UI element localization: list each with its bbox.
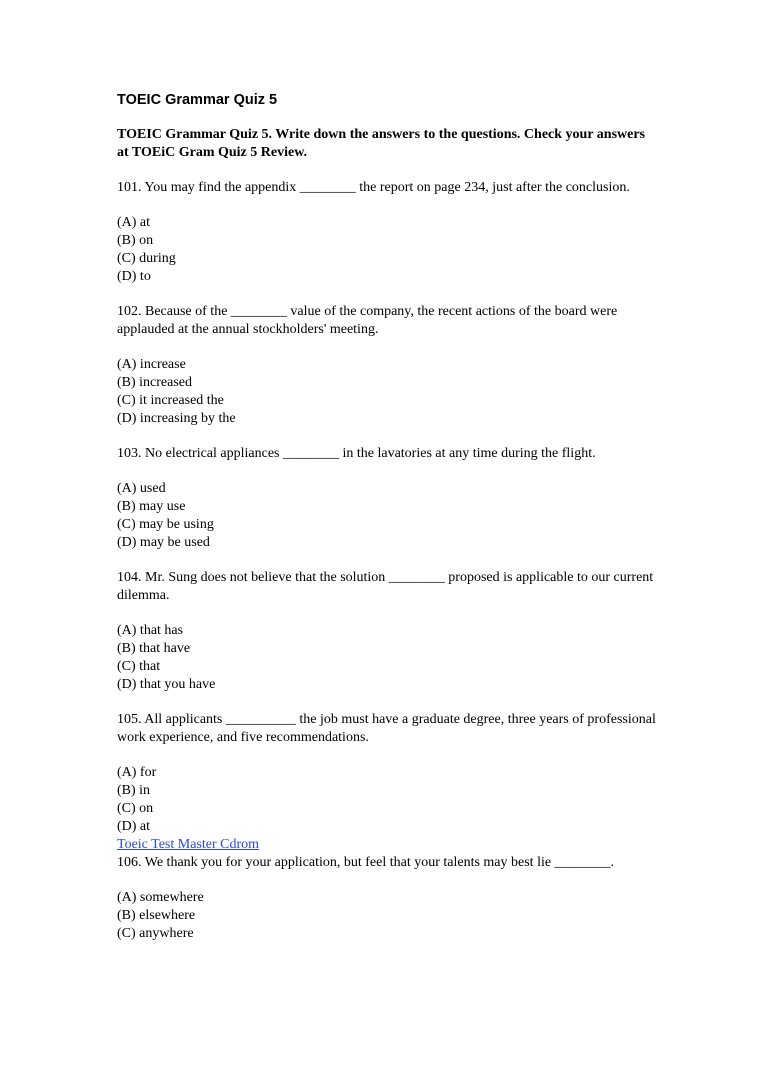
option-101-b: (B) on [117,233,154,248]
option-105-c: (C) on [117,801,154,816]
option-104-b: (B) that have [117,641,191,656]
question-104: 104. Mr. Sung does not believe that the solution ________ proposed is applicable to our current dilemma. [117,570,654,603]
question-101: 101. You may find the appendix ________ the report on page 234, just after the conclusion. [117,180,630,195]
question-103: 103. No electrical appliances ________ in the lavatories at any time during the flight. [117,446,596,461]
option-101-a: (A) at [117,215,151,230]
option-103-c: (C) may be using [117,517,214,532]
option-102-d: (D) increasing by the [117,411,236,426]
option-106-c: (C) anywhere [117,926,194,941]
option-103-a: (A) used [117,481,166,496]
options-101 [117,214,657,286]
option-104-d: (D) that you have [117,677,216,692]
option-106-b: (B) elsewhere [117,908,196,923]
document-title: TOEIC Grammar Quiz 5 [117,92,278,108]
question-105: 105. All applicants __________ the job must have a graduate degree, three years of professional work experience, and five recommendations. [117,712,656,745]
option-103-d: (D) may be used [117,535,210,550]
option-105-b: (B) in [117,783,151,798]
option-105-a: (A) for [117,765,157,780]
option-104-a: (A) that has [117,623,184,638]
option-101-c: (C) during [117,251,176,266]
toeic-test-master-link[interactable]: Toeic Test Master Cdrom [117,837,260,852]
question-102: 102. Because of the ________ value of the company, the recent actions of the board were applauded at the annual stockholders' meeting. [117,304,618,337]
option-105-d: (D) at [117,819,151,834]
option-103-b: (B) may use [117,499,186,514]
option-102-c: (C) it increased the [117,393,224,408]
option-101-d: (D) to [117,269,151,284]
options-106 [117,889,657,943]
option-104-c: (C) that [117,659,161,674]
option-106-a: (A) somewhere [117,890,204,905]
quiz-intro: TOEIC Grammar Quiz 5. Write down the answers to the questions. Check your answers at TOEiC Gram Quiz 5 Review. [117,127,646,160]
option-102-b: (B) increased [117,375,193,390]
options-104 [117,622,657,694]
options-102 [117,356,657,428]
question-106: 106. We thank you for your application, but feel that your talents may best lie ________. [117,855,615,870]
options-103 [117,480,657,552]
document-content [117,91,657,943]
option-102-a: (A) increase [117,357,186,372]
options-105 [117,764,657,836]
